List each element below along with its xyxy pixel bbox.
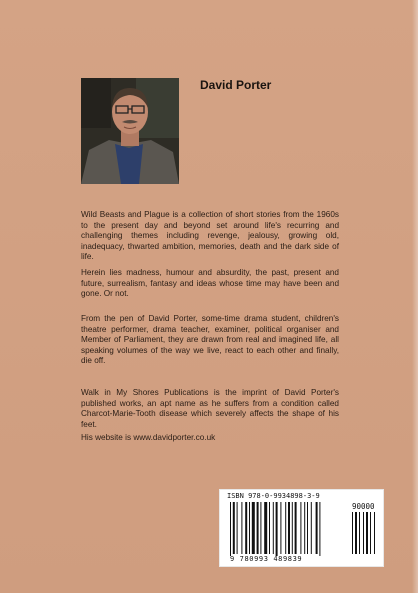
ean-digits: 9 780993 489839 (230, 555, 303, 563)
author-photo (81, 78, 179, 184)
page-edge (412, 0, 418, 593)
isbn-barcode (219, 489, 384, 567)
author-name: David Porter (200, 78, 272, 92)
blurb-paragraph-2: Herein lies madness, humour and absurdity, the past, present and future, surrealism, fantasy and ideas whose time may have been and gone. Or not. (81, 268, 339, 299)
publisher-paragraph: Walk in My Shores Publications is the imprint of David Porter's published works, an apt name as he suffers from a condition called Charcot-Marie-Tooth disease which severely affects the shape of his feet. (81, 388, 339, 429)
price-code: 90000 (352, 502, 375, 511)
website-line: His website is www.davidporter.co.uk (81, 433, 216, 442)
blurb-paragraph-1: Wild Beasts and Plague is a collection of short stories from the 1960s to the present day and beyond set around life's recurring and challenging themes including revenge, jealousy, growing old, inadequacy, thwarted ambition, memories, death and the dark side of life. (81, 210, 339, 262)
isbn-label: ISBN 978-0-9934898-3-9 (227, 492, 320, 500)
blurb-paragraph-3: From the pen of David Porter, some-time drama student, children's theatre performer, drama teacher, examiner, political organiser and Member of Parliament, they are drawn from real and imagined life, all speaking volumes of the way we live, react to each other and finally, die off. (81, 314, 339, 366)
author-portrait-icon (81, 78, 179, 184)
